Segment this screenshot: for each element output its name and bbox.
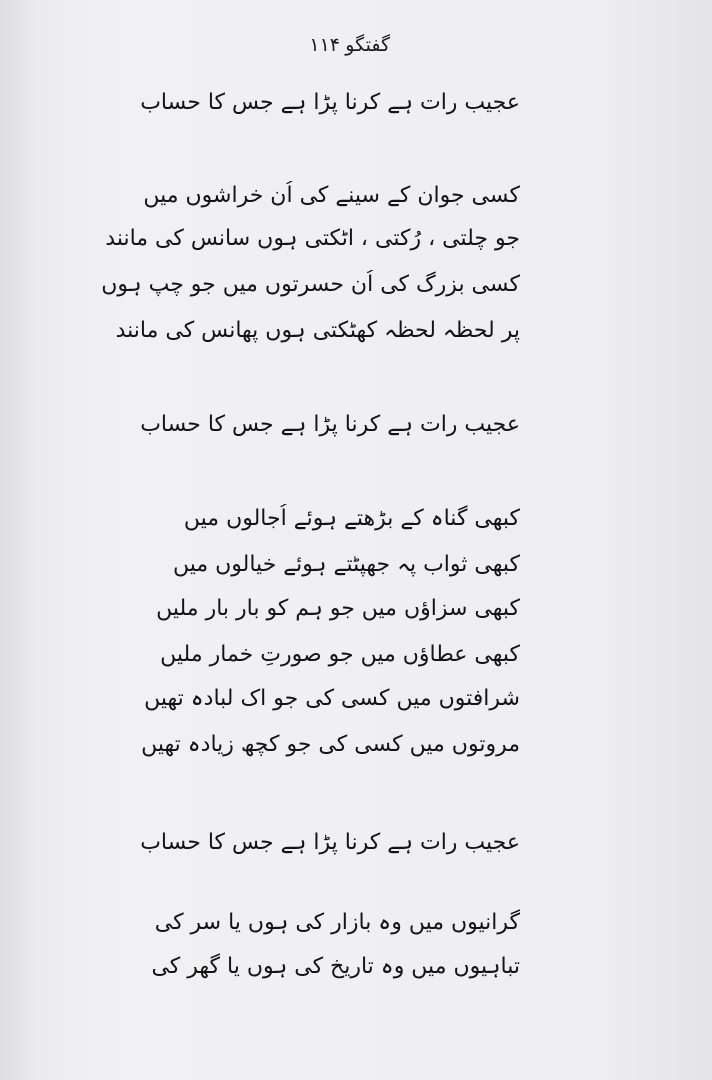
poem-line: گرانیوں میں وہ بازار کی ہوں یا سر کی xyxy=(154,910,520,935)
poem-line: پر لحظہ لحظہ کھٹکتی ہوں پھانس کی مانند xyxy=(115,318,520,343)
poem-line: جو چلتی ، رُکتی ، اٹکتی ہوں سانس کی مانند xyxy=(105,226,520,251)
poem-line: کبھی ثواب پہ جھپٹتے ہوئے خیالوں میں xyxy=(172,552,520,577)
page-number: ۱۱۴ xyxy=(309,34,340,56)
poem xyxy=(0,80,712,1080)
poem-line: تباہیوں میں وہ تاریخ کی ہوں یا گھر کی xyxy=(151,954,520,979)
poem-line: کبھی سزاؤں میں جو ہم کو بار بار ملیں xyxy=(156,596,520,621)
poem-line: مروتوں میں کسی کی جو کچھ زیادہ تھیں xyxy=(141,732,520,757)
poem-line: کسی بزرگ کی اُن حسرتوں میں جو چپ ہوں xyxy=(101,272,520,297)
poem-line: کسی جوان کے سینے کی اُن خراشوں میں xyxy=(143,183,520,208)
running-title: گفتگو xyxy=(345,34,390,56)
poem-line: کبھی عطاؤں میں جو صورتِ خمار ملیں xyxy=(160,642,520,667)
poem-line: عجیب رات ہے کرنا پڑا ہے جس کا حساب xyxy=(140,90,520,115)
poem-line: عجیب رات ہے کرنا پڑا ہے جس کا حساب xyxy=(140,412,520,437)
poem-line: عجیب رات ہے کرنا پڑا ہے جس کا حساب xyxy=(140,830,520,855)
poem-line: کبھی گناہ کے بڑھتے ہوئے اُجالوں میں xyxy=(183,506,520,531)
poem-line: شرافتوں میں کسی کی جو اک لبادہ تھیں xyxy=(144,686,520,711)
page-header xyxy=(0,30,712,70)
